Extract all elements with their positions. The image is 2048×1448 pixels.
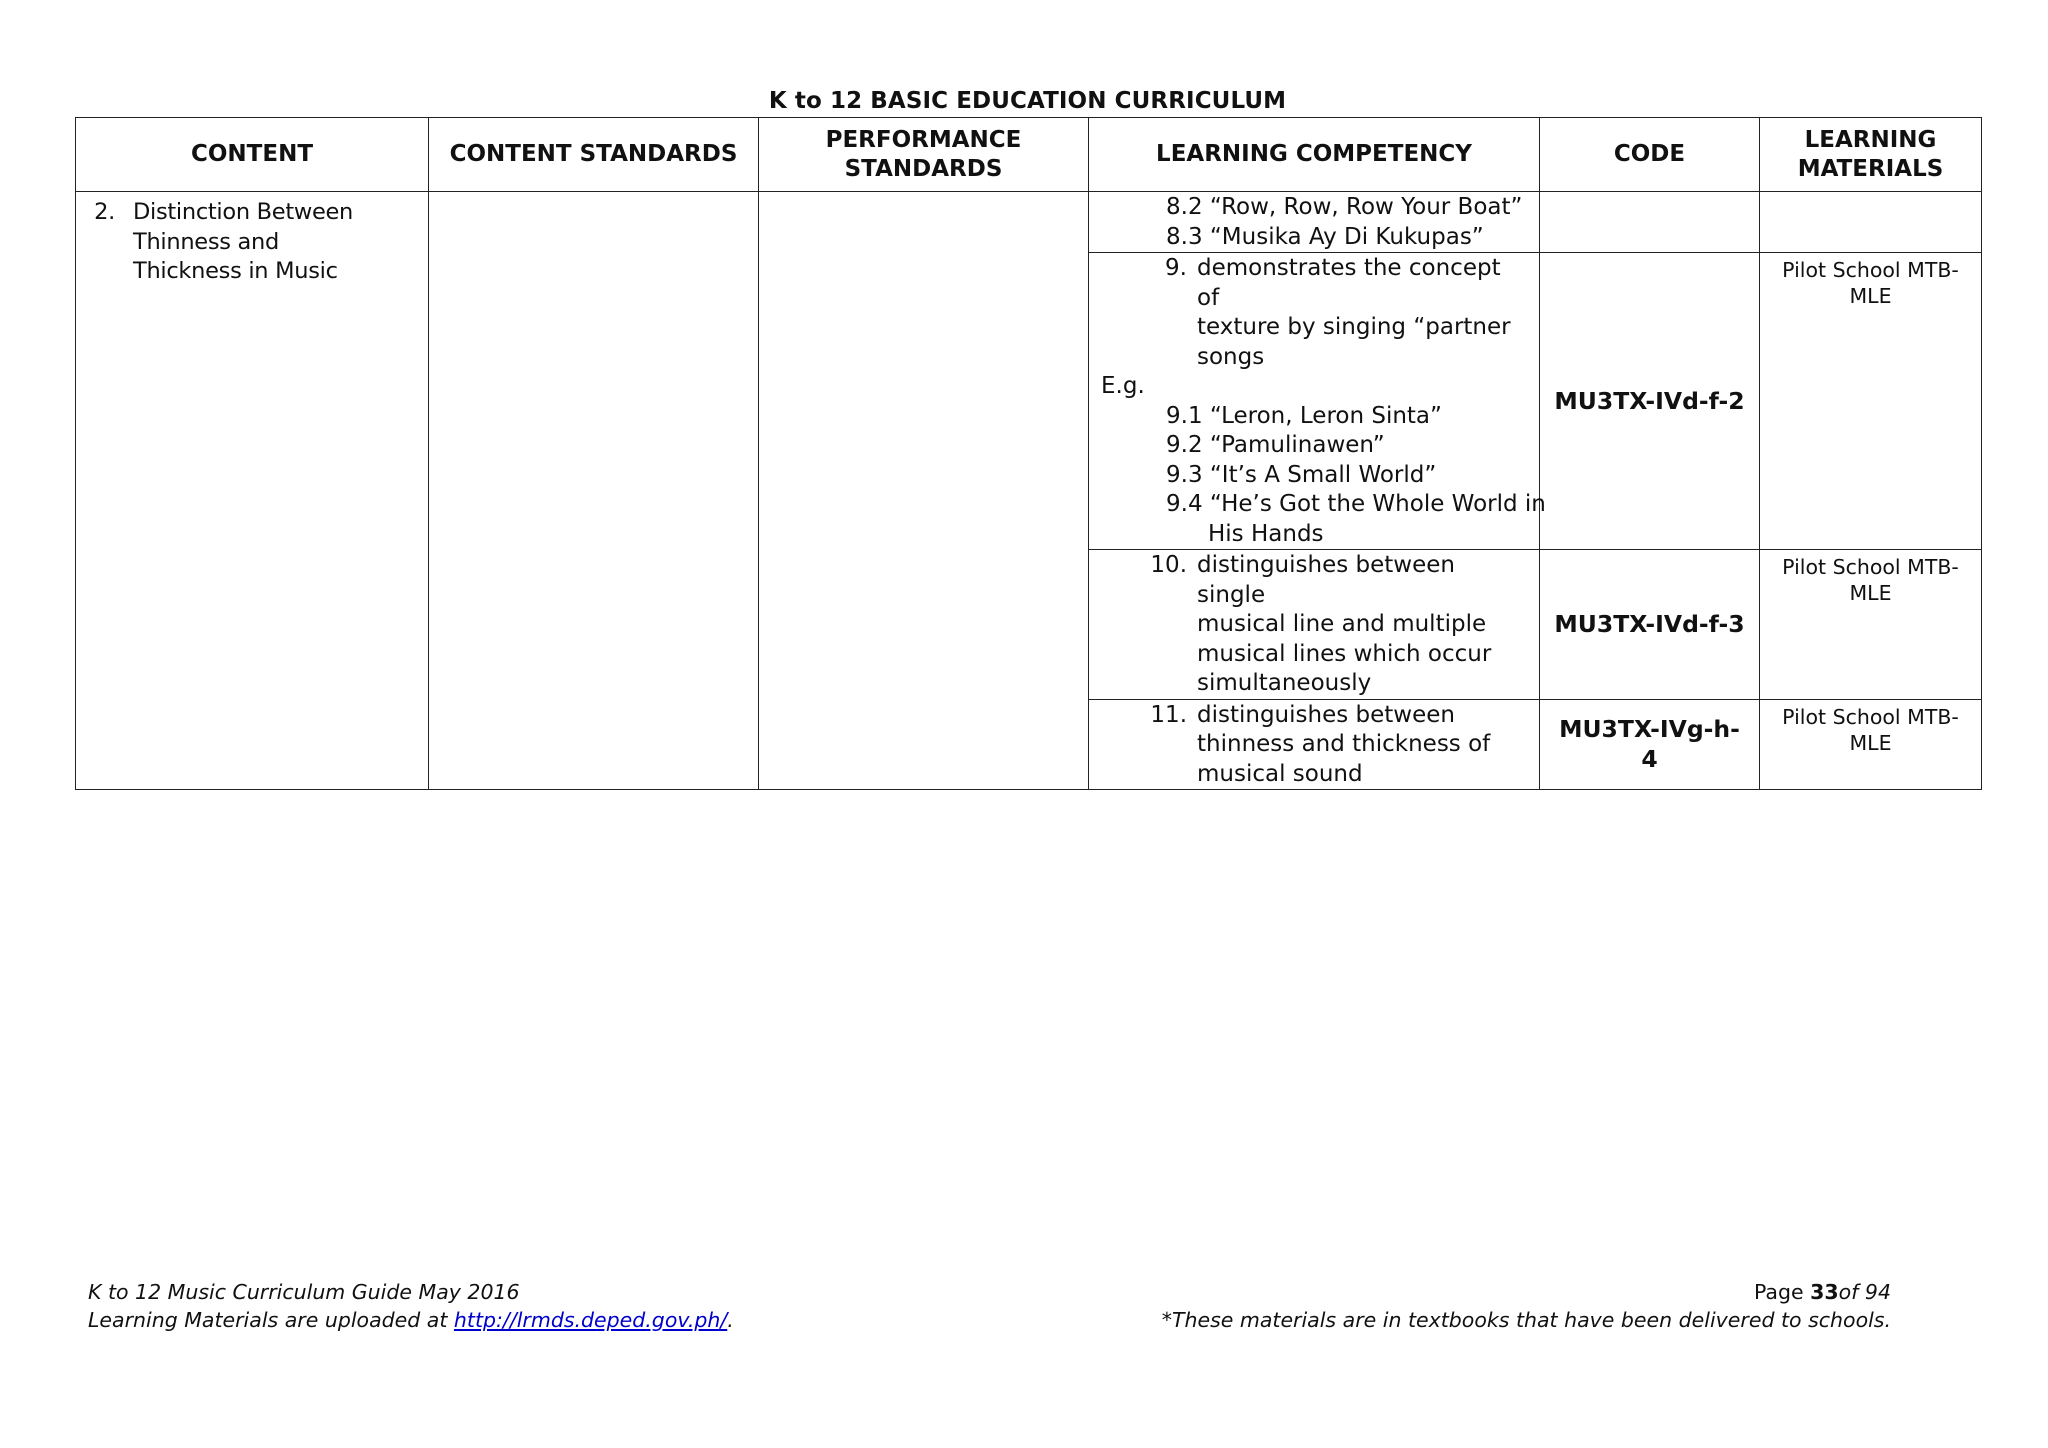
competency-code-line: 4 <box>1641 745 1658 774</box>
competency-text <box>1197 254 1527 372</box>
footer-right <box>1162 1278 1891 1334</box>
materials-line: MLE <box>1849 284 1892 308</box>
content-item-line: Distinction Between <box>133 199 354 225</box>
competency-item <box>1101 701 1527 790</box>
song-sub-item: 9.2 “Pamulinawen” <box>1166 432 1385 458</box>
page-number: 33 <box>1810 1280 1839 1304</box>
competency-line: simultaneously <box>1197 670 1372 696</box>
lrmds-link[interactable]: http://lrmds.deped.gov.ph/ <box>453 1308 728 1332</box>
competency-number: 9. <box>1165 255 1187 281</box>
footer-left <box>88 1278 734 1334</box>
competency-line: thinness and thickness of <box>1197 731 1491 757</box>
materials-cell <box>1760 550 1982 700</box>
song-sub-item: 8.3 “Musika Ay Di Kukupas” <box>1166 223 1484 250</box>
competency-item <box>1101 254 1527 372</box>
song-sub-item: 9.3 “It’s A Small World” <box>1166 461 1437 488</box>
footer-upload-prefix: Learning Materials are uploaded at <box>88 1308 454 1332</box>
header-content-standards: CONTENT STANDARDS <box>429 118 759 192</box>
footer-guide-title: K to 12 Music Curriculum Guide May 2016 <box>88 1280 520 1304</box>
competency-cell <box>1089 550 1540 700</box>
competency-line: musical line and multiple <box>1197 611 1487 637</box>
code-cell <box>1540 253 1760 550</box>
content-cell <box>76 192 429 790</box>
competency-number: 10. <box>1150 552 1187 578</box>
header-learning-materials <box>1760 118 1982 192</box>
footer-upload-note <box>88 1306 734 1334</box>
page-total: of 94 <box>1838 1280 1891 1304</box>
header-row <box>76 118 1982 192</box>
header-performance-line-1: PERFORMANCE <box>825 126 1022 153</box>
competency-line: musical lines which occur <box>1197 640 1492 667</box>
competency-line: distinguishes between single <box>1197 552 1455 608</box>
materials-line: Pilot School MTB- <box>1782 258 1959 282</box>
header-content: CONTENT <box>76 118 429 192</box>
performance-standards-cell <box>759 192 1089 790</box>
page-indicator <box>1162 1278 1891 1306</box>
song-sub-item-continued: His Hands <box>1208 520 1324 547</box>
table-row <box>76 192 1982 253</box>
competency-line: texture by singing “partner <box>1197 314 1511 340</box>
competency-line: demonstrates the concept of <box>1197 255 1501 311</box>
code-cell <box>1540 192 1760 253</box>
materials-line: MLE <box>1849 581 1892 605</box>
code-cell <box>1540 699 1760 790</box>
competency-text <box>1197 551 1527 699</box>
materials-line: MLE <box>1849 730 1892 755</box>
song-sub-item: 9.4 “He’s Got the Whole World in <box>1166 491 1546 517</box>
materials-cell <box>1760 192 1982 253</box>
header-materials-line-2: MATERIALS <box>1797 155 1944 182</box>
header-materials-line-1: LEARNING <box>1804 126 1937 153</box>
materials-line: Pilot School MTB- <box>1782 555 1959 579</box>
content-item <box>76 198 428 287</box>
materials-cell <box>1760 253 1982 550</box>
header-performance-line-2: STANDARDS <box>844 155 1003 182</box>
competency-line: distinguishes between <box>1197 701 1455 728</box>
competency-code-line: MU3TX-IVg-h- <box>1559 715 1740 744</box>
footer-upload-suffix: . <box>727 1308 734 1332</box>
footer-textbook-note: *These materials are in textbooks that have been delivered to schools. <box>1161 1308 1891 1332</box>
content-item-number: 2. <box>94 199 115 225</box>
competency-item <box>1101 551 1527 699</box>
song-sub-item: 9.1 “Leron, Leron Sinta” <box>1166 402 1442 429</box>
competency-cell <box>1089 699 1540 790</box>
competency-cell <box>1089 192 1540 253</box>
document-title: K to 12 BASIC EDUCATION CURRICULUM <box>768 88 1287 114</box>
competency-line: musical sound <box>1197 760 1363 787</box>
curriculum-table <box>75 117 1982 790</box>
content-item-line: Thickness in Music <box>133 258 338 284</box>
content-item-text <box>133 198 393 287</box>
example-label: E.g. <box>1101 373 1145 399</box>
header-performance-standards <box>759 118 1089 192</box>
materials-line: Pilot School MTB- <box>1782 704 1959 729</box>
page-label: Page <box>1753 1280 1811 1304</box>
competency-line: songs <box>1197 343 1265 370</box>
competency-number: 11. <box>1150 701 1187 728</box>
competency-cell <box>1089 253 1546 550</box>
materials-cell <box>1760 699 1982 790</box>
code-cell <box>1540 550 1760 700</box>
competency-code: MU3TX-IVd-f-3 <box>1554 610 1745 639</box>
competency-text <box>1197 701 1527 790</box>
header-code: CODE <box>1540 118 1760 192</box>
content-item-line: Thinness and <box>133 228 279 255</box>
header-learning-competency: LEARNING COMPETENCY <box>1089 118 1540 192</box>
content-standards-cell <box>429 192 759 790</box>
song-sub-item: 8.2 “Row, Row, Row Your Boat” <box>1166 194 1523 220</box>
competency-code: MU3TX-IVd-f-2 <box>1554 387 1745 415</box>
